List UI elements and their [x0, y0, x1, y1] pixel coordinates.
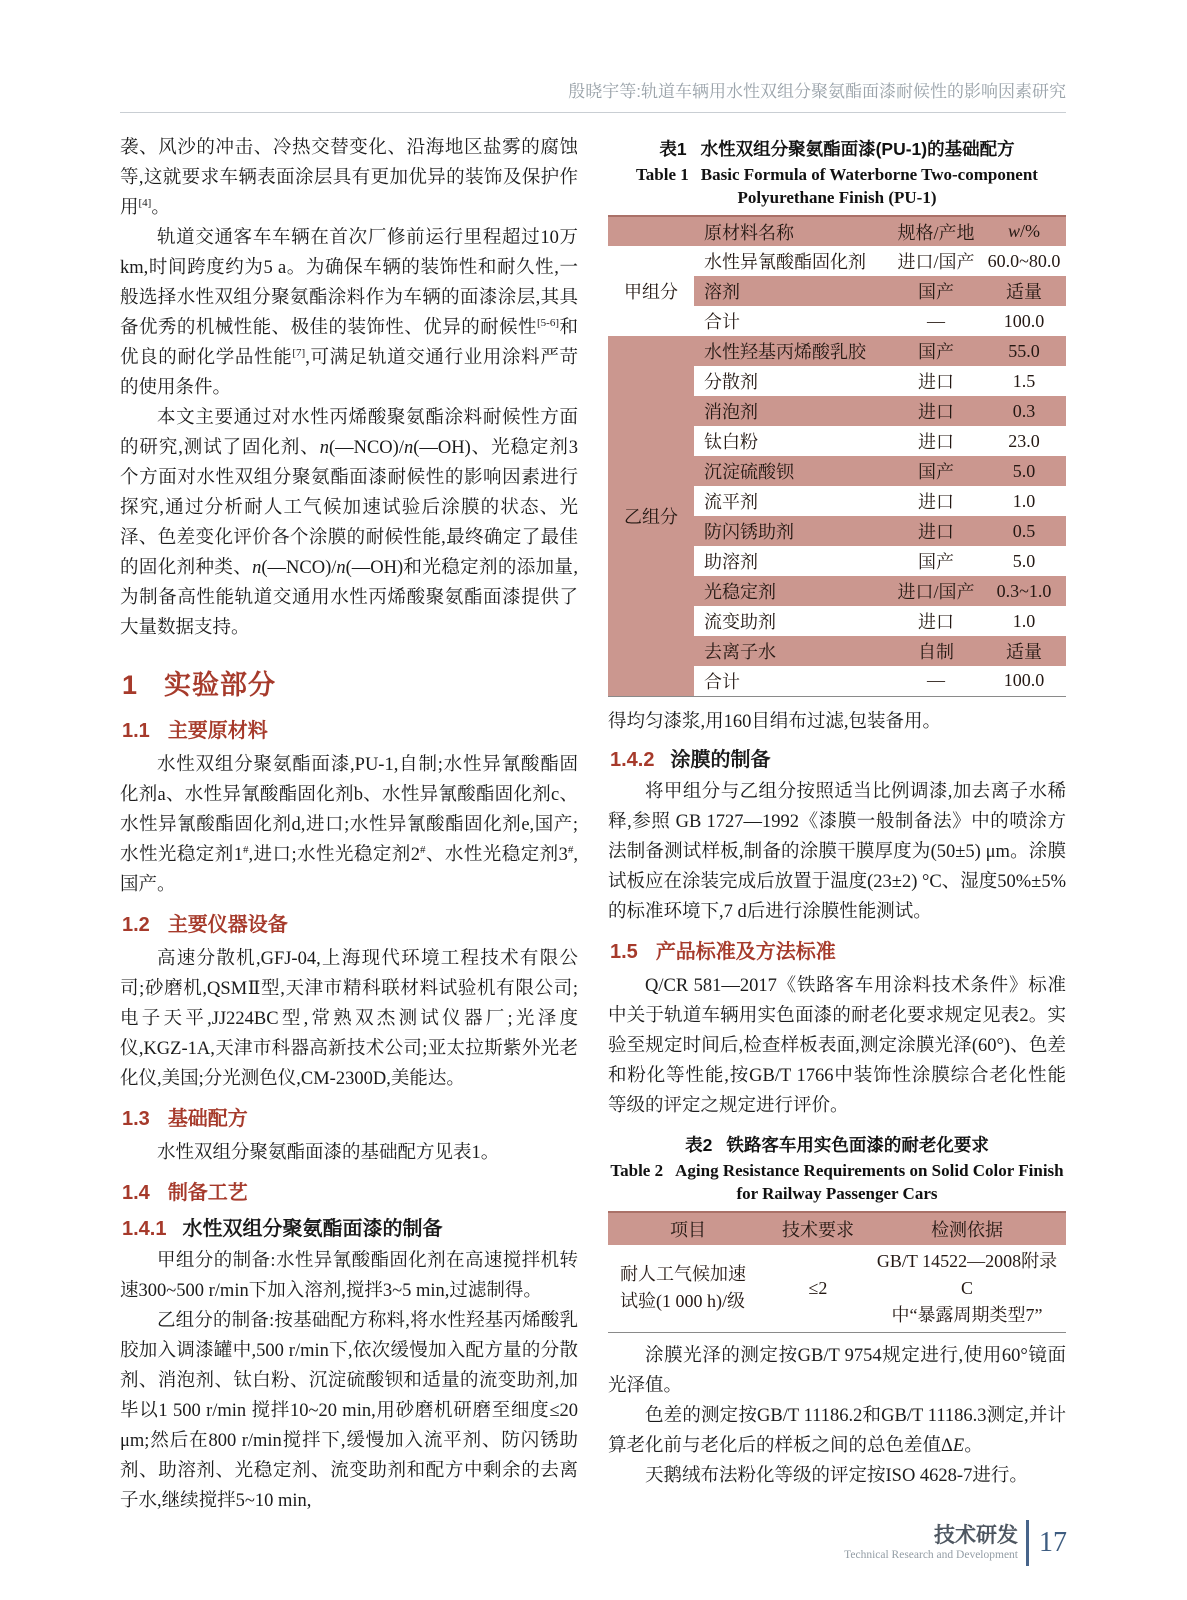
right-column	[608, 133, 1066, 1516]
footer-section	[844, 1524, 1018, 1563]
footer-divider-bar	[1026, 1520, 1029, 1566]
paragraph: 天鹅绒布法粉化等级的评定按ISO 4628-7进行。	[645, 1465, 1028, 1486]
cell-spec: 国产	[890, 456, 982, 486]
cell-value: 23.0	[1008, 430, 1040, 451]
section-heading-1-4-1	[122, 1212, 578, 1241]
cell-basis	[868, 1245, 1066, 1333]
table1-header-group	[608, 216, 694, 246]
table2-header-requirement: 技术要求	[768, 1212, 868, 1245]
footer-section-cn: 技术研发	[934, 1523, 1018, 1547]
cell-name: 合计	[704, 671, 740, 692]
table2-caption-cn	[608, 1133, 1066, 1157]
table1-caption	[608, 137, 1066, 209]
group-a-label: 甲组分	[608, 246, 694, 336]
table-row	[608, 336, 1066, 366]
cell-requirement: ≤2	[808, 1277, 828, 1298]
section-number: 1.5	[610, 940, 638, 963]
table2-label-cn: 表2	[685, 1134, 713, 1155]
cell-line: 中“暴露周期类型7”	[891, 1304, 1043, 1325]
cell-spec: 国产	[890, 276, 982, 306]
cell-spec: 进口/国产	[890, 576, 982, 606]
table2-header-item: 项目	[608, 1212, 768, 1245]
cell-value: 适量	[982, 636, 1066, 666]
footer-section-en: Technical Research and Development	[844, 1548, 1018, 1561]
paragraph: 本文主要通过对水性丙烯酸聚氨酯涂料耐候性方面的研究,测试了固化剂、n(—NCO)/n(—OH)、光稳定剂3个方面对水性双组分聚氨酯面漆耐候性的影响因素进行探究,通过分析耐人工气候加速试验后涂膜的状态、光泽、色差变化评价各个涂膜的耐候性能,最终确定了最佳的固化剂种类、n(—NCO)/n(—OH)和光稳定剂的添加量,为制备高性能轨道交通用水性丙烯酸聚氨酯面漆提供了大量数据支持。	[120, 408, 578, 638]
cell-name: 流平剂	[704, 492, 758, 512]
cell-spec: 进口	[890, 516, 982, 546]
cell-spec: 进口	[918, 372, 954, 392]
section-heading-1-1	[122, 714, 578, 743]
table1-caption-en	[608, 163, 1066, 209]
section-title: 产品标准及方法标准	[655, 940, 836, 963]
cell-spec: 进口	[890, 396, 982, 426]
cell-value: 100.0	[1003, 310, 1045, 331]
table1-header-material: 原材料名称	[694, 216, 890, 246]
spacer	[608, 1121, 1066, 1129]
table2-header-basis: 检测依据	[868, 1212, 1066, 1245]
cell-name: 水性异氰酸酯固化剂	[704, 252, 866, 272]
group-b-label: 乙组分	[608, 336, 694, 696]
section-heading-1-5	[610, 935, 1066, 964]
cell-name: 溶剂	[694, 276, 890, 306]
paragraph: 色差的测定按GB/T 11186.2和GB/T 11186.3测定,并计算老化前与老化后的样板之间的总色差值ΔE。	[608, 1405, 1066, 1456]
section-heading-1-4-2	[610, 743, 1066, 772]
paragraph: 甲组分的制备:水性异氰酸酯固化剂在高速搅拌机转速300~500 r/min下加入溶剂,搅拌3~5 min,过滤制得。	[120, 1251, 578, 1301]
table1-title-cn: 水性双组分聚氨酯面漆(PU-1)的基础配方	[700, 139, 1015, 159]
section-title: 基础配方	[167, 1108, 248, 1130]
table2-title-en: Aging Resistance Requirements on Solid Color Finish for Railway Passenger Cars	[675, 1160, 1064, 1203]
table1-header-spec: 规格/产地	[890, 216, 982, 246]
cell-spec: 进口	[918, 612, 954, 632]
table2-header	[608, 1212, 1066, 1245]
table2-aging-requirements	[608, 1211, 1066, 1333]
table1-label-en: Table 1	[636, 165, 689, 184]
cell-spec: 自制	[890, 636, 982, 666]
cell-spec: 进口	[918, 492, 954, 512]
table1-header-w: w/%	[982, 216, 1066, 246]
table2-caption-en	[608, 1159, 1066, 1205]
table1-body	[608, 246, 1066, 696]
section-title: 主要仪器设备	[167, 914, 288, 936]
page-number: 17	[1039, 1527, 1067, 1558]
table2-caption	[608, 1133, 1066, 1205]
cell-value: 5.0	[982, 456, 1066, 486]
section-title: 主要原材料	[167, 720, 268, 742]
paragraph: 水性双组分聚氨酯面漆,PU-1,自制;水性异氰酸酯固化剂a、水性异氰酸酯固化剂b、水性异氰酸酯固化剂c、水性异氰酸酯固化剂d,进口;水性异氰酸酯固化剂e,国产;水性光稳定剂1#,进口;水性光稳定剂2#、水性光稳定剂3#,国产。	[120, 755, 578, 895]
cell-value: 60.0~80.0	[987, 250, 1061, 271]
cell-name: 助溶剂	[704, 552, 758, 572]
section-number: 1.4	[122, 1182, 150, 1204]
cell-name: 消泡剂	[694, 396, 890, 426]
cell-value: 5.0	[1012, 550, 1036, 571]
table1-basic-formula	[608, 215, 1066, 697]
table2-label-en: Table 2	[610, 1160, 664, 1180]
page-footer	[844, 1520, 1067, 1566]
running-title: 殷晓宇等:轨道车辆用水性双组分聚氨酯面漆耐候性的影响因素研究	[568, 82, 1066, 101]
section-heading-1-4	[122, 1176, 578, 1205]
cell-value: 100.0	[1003, 670, 1045, 691]
cell-spec: 进口	[918, 432, 954, 452]
table2-header-row	[608, 1212, 1066, 1245]
cell-name: 流变助剂	[704, 612, 776, 632]
section-number: 1.4.2	[610, 748, 655, 771]
paragraph: 得均匀漆浆,用160目绢布过滤,包装备用。	[608, 711, 942, 732]
cell-value: 1.0	[1012, 610, 1036, 631]
section-number: 1.2	[122, 914, 150, 936]
table2-body	[608, 1245, 1066, 1333]
paragraph: 轨道交通客车车辆在首次厂修前运行里程超过10万km,时间跨度约为5 a。为确保车辆的装饰性和耐久性,一般选择水性双组分聚氨酯涂料作为车辆的面漆涂层,其具备优秀的机械性能、极佳的装饰性、优异的耐候性[5-6]和优良的耐化学品性能[7],可满足轨道交通行业用涂料严苛的使用条件。	[120, 228, 578, 398]
cell-line: 试验(1 000 h)/级	[620, 1291, 745, 1311]
cell-name: 去离子水	[694, 636, 890, 666]
cell-name: 沉淀硫酸钡	[694, 456, 890, 486]
left-column	[120, 133, 578, 1516]
cell-value: 1.5	[1012, 370, 1036, 391]
section-number: 1.1	[122, 720, 150, 742]
paragraph: 乙组分的制备:按基础配方称料,将水性羟基丙烯酸乳胶加入调漆罐中,500 r/min下,依次缓慢加入配方量的分散剂、消泡剂、钛白粉、沉淀硫酸钡和适量的流变助剂,加毕以1 500 r/min 搅拌10~20 min,用砂磨机研磨至细度≤20 μm;然后在800 r/min搅拌下,缓慢加入流平剂、防闪锈助剂、助溶剂、光稳定剂、流变助剂和配方中剩余的去离子水,继续搅拌5~10 min,	[120, 1311, 578, 1511]
table-row	[608, 246, 1066, 276]
cell-spec: 进口/国产	[897, 252, 975, 272]
section-title: 涂膜的制备	[670, 748, 771, 771]
cell-value: 0.3	[982, 396, 1066, 426]
cell-name: 合计	[704, 312, 740, 332]
section-number: 1.3	[122, 1108, 150, 1130]
paragraph: 袭、风沙的冲击、冷热交替变化、沿海地区盐雾的腐蚀等,这就要求车辆表面涂层具有更加优异的装饰及保护作用[4]。	[120, 138, 578, 218]
cell-item	[608, 1245, 768, 1333]
section-heading-1	[122, 663, 578, 702]
cell-name: 钛白粉	[704, 432, 758, 452]
cell-name: 防闪锈助剂	[694, 516, 890, 546]
paragraph: 将甲组分与乙组分按照适当比例调漆,加去离子水稀释,参照 GB 1727—1992《漆膜一般制备法》中的喷涂方法制备测试样板,制备的涂膜干膜厚度为(50±5) μm。涂膜试板应在涂装完成后放置于温度(23±2) °C、湿度50%±5%的标准环境下,7 d后进行涂膜性能测试。	[608, 781, 1066, 922]
paragraph: Q/CR 581—2017《铁路客车用涂料技术条件》标准中关于轨道车辆用实色面漆的耐老化要求规定见表2。实验至规定时间后,检查样板表面,测定涂膜光泽(60°)、色差和粉化等性能,按GB/T 1766中装饰性涂膜综合老化性能等级的评定之规定进行评价。	[608, 975, 1066, 1116]
section-title: 实验部分	[164, 670, 277, 700]
table1-label-cn: 表1	[659, 139, 687, 159]
table1-title-en: Basic Formula of Waterborne Two-component Polyurethane Finish (PU-1)	[700, 165, 1038, 207]
two-column-layout	[0, 113, 1187, 1516]
cell-value: 1.0	[1012, 490, 1036, 511]
section-number: 1	[122, 670, 139, 700]
cell-value: 55.0	[982, 336, 1066, 366]
cell-spec: —	[927, 670, 945, 691]
cell-line: 耐人工气候加速	[620, 1264, 746, 1284]
cell-name: 光稳定剂	[694, 576, 890, 606]
cell-value: 0.5	[982, 516, 1066, 546]
cell-spec: —	[927, 310, 945, 331]
paragraph: 水性双组分聚氨酯面漆的基础配方见表1。	[157, 1143, 500, 1163]
section-heading-1-2	[122, 908, 578, 937]
cell-name: 分散剂	[704, 372, 758, 392]
section-title: 制备工艺	[167, 1182, 248, 1204]
cell-spec: 国产	[890, 336, 982, 366]
cell-spec: 国产	[918, 552, 954, 572]
cell-line: GB/T 14522—2008附录C	[876, 1250, 1058, 1298]
paragraph: 涂膜光泽的测定按GB/T 9754规定进行,使用60°镜面光泽值。	[608, 1345, 1066, 1396]
paragraph: 高速分散机,GFJ-04,上海现代环境工程技术有限公司;砂磨机,QSMⅡ型,天津市精科联材料试验机有限公司;电子天平,JJ224BC型,常熟双杰测试仪器厂;光泽度仪,KGZ-1A,天津市科器高新技术公司;亚太拉斯紫外光老化仪,美国;分光测色仪,CM-2300D,美能达。	[120, 949, 578, 1089]
table1-header-row	[608, 216, 1066, 246]
table2-title-cn: 铁路客车用实色面漆的耐老化要求	[726, 1134, 989, 1155]
section-title: 水性双组分聚氨酯面漆的制备	[182, 1218, 443, 1240]
cell-value: 0.3~1.0	[982, 576, 1066, 606]
table-row	[608, 1245, 1066, 1333]
table1-header	[608, 216, 1066, 246]
cell-value: 适量	[982, 276, 1066, 306]
section-heading-1-3	[122, 1102, 578, 1131]
section-number: 1.4.1	[122, 1218, 167, 1240]
cell-name: 水性羟基丙烯酸乳胶	[694, 336, 890, 366]
table1-caption-cn	[608, 137, 1066, 161]
